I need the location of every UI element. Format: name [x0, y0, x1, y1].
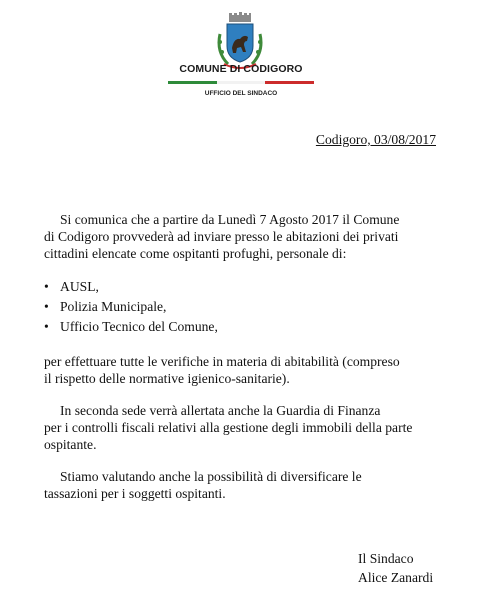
municipality-title: COMUNE DI CODIGORO [179, 63, 303, 75]
signature-block [358, 549, 433, 587]
tricolor-white-band [217, 81, 266, 84]
bullet-icon: • [44, 319, 49, 334]
signature-name: Alice Zanardi [358, 570, 434, 585]
text-line: tassazioni per i soggetti ospitanti. [44, 486, 226, 501]
paragraph-announcement [44, 211, 454, 262]
text-line: cittadini elencate come ospitanti profughi, personale di: [44, 246, 347, 261]
text-line: di Codigoro provvederà ad inviare presso le abitazioni dei privati [44, 229, 399, 244]
bullet-icon: • [44, 299, 49, 314]
personnel-list [44, 277, 218, 337]
bullet-icon: • [44, 279, 49, 294]
tricolor-red-band [265, 81, 314, 84]
signature-role: Il Sindaco [358, 551, 414, 566]
paragraph-guardia-di-finanza [44, 402, 454, 453]
text-line: Si comunica che a partire da Lunedì 7 Agosto 2017 il Comune [60, 212, 400, 227]
paragraph-verifications [44, 353, 454, 387]
paragraph-taxation [44, 468, 454, 502]
office-subtitle: UFFICIO DEL SINDACO [204, 90, 278, 97]
list-item: • Polizia Municipale, [44, 297, 218, 317]
text-line: Stiamo valutando anche la possibilità di diversificare le [60, 469, 362, 484]
tricolor-green-band [168, 81, 217, 84]
text-line: per i controlli fiscali relativi alla gestione degli immobili della parte [44, 420, 413, 435]
list-item: • AUSL, [44, 277, 218, 297]
text-line: ospitante. [44, 437, 97, 452]
text-line: il rispetto delle normative igienico-sanitarie). [44, 371, 290, 386]
text-line: In seconda sede verrà allertata anche la Guardia di Finanza [60, 403, 381, 418]
list-item: • Ufficio Tecnico del Comune, [44, 317, 218, 337]
text-line: per effettuare tutte le verifiche in materia di abitabilità (compreso [44, 354, 400, 369]
document-date: Codigoro, 03/08/2017 [315, 132, 436, 147]
tricolor-divider [168, 81, 314, 84]
